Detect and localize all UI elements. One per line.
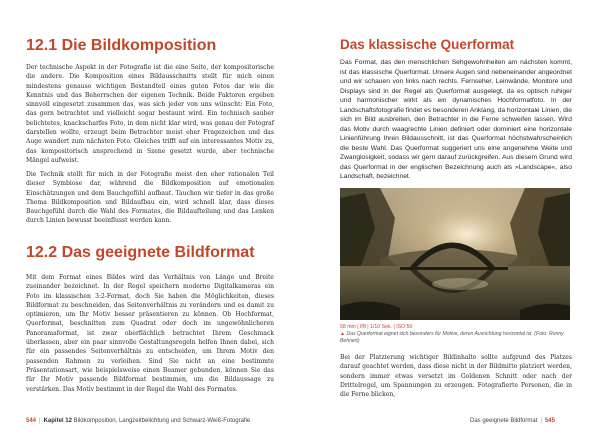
paragraph-bildkomposition-2: Die Technik stellt für mich in der Fotografie meist den eher rationalen Teil dieser Symbiose dar, während die Bildkomposition auf emotionalen Einschätzungen und dem Bauchgefühl aufbaut. Tauchen wir tiefer in das große Thema Bildkomposition und Bildaufbau ein, wird schnell klar, dass dieses Bauchgefühl durch die Wahl des Formates, die Bildaufteilung und das Lenken durch Linien bewusst beeinflusst werden kann. <box>26 171 274 225</box>
page-number-right: 545 <box>544 418 555 424</box>
left-footer: 544 | Kapitel 12 Bildkomposition, Langzeitbelichtung und Schwarz-Weiß-Fotografie <box>26 418 251 424</box>
chapter-title: Bildkomposition, Langzeitbelichtung und Schwarz-Weiß-Fotografie <box>73 418 251 424</box>
paragraph-querformat: Das Format, das den menschlichen Sehgewohnheiten am nächsten kommt, ist das klassische Querformat. Unsere Augen sind nebeneinander angeordnet und wir schauen von links nach rechts. Fernseher, Leinwände, Monitore und Displays sind in der Regel als Querformat ausgelegt, da es optisch ruhiger und harmonischer wirkt als ein dynamisches Hochformatfoto. In der Landschaftsfotografie findet es besonderen Anklang, da horizontale Linien, die sich im Bild ausbreiten, den Betrachter in die Ferne schweifen lassen. Wird das Motiv durch waagrechte Linien definiert oder dominiert eine horizontale Linienführung Ihren Bildausschnitt, ist das Querformat höchstwahrscheinlich die beste Wahl. Das Querformat suggeriert uns eine angenehme Weite und Zwanglosigkeit, sodass wir gern darauf zurückgreifen. Aus diesem Grund wird das Querformat in der englischen Bezeichnung auch als »Landscape«, also Landschaft, bezeichnet. <box>340 59 572 180</box>
photo-exif: 58 mm | f/8 | 1/10 Sek. | ISO 50 <box>340 324 413 330</box>
caption-text: Das Querformat eignet sich besonders für Motive, deren Ausrichtung horizontal ist. (Foto: Ronny Behnert) <box>340 331 564 344</box>
heading-bildkomposition: 12.1 Die Bildkomposition <box>26 37 217 54</box>
paragraph-platzierung: Bei der Platzierung wichtiger Bildinhalte sollte aufgrund des Platzes darauf geachtet werden, dass diese nicht in der Bildmitte platziert werden, sondern immer etwas versetzt im Goldenen Schnitt oder nach der Drittelregel, um Spannungen zu erzeugen. Fotografierte Personen, die in die Ferne blicken, <box>340 354 572 399</box>
paragraph-bildformat: Mit dem Format eines Bildes wird das Verhältnis von Länge und Breite zueinander bezeichnet. In der Regel speichern moderne Digitalkameras ein Foto im klassischen 3:2-Format, doch Sie haben die Möglichkeiten, dieses Bildformat zu beschneiden, das Seitenverhältnis zu verändern und es damit zu optimieren, um Ihr Motiv besser präsentieren zu können. Ob Hochformat, Querformat, beschnitten zum Quadrat oder doch im ungewöhnlicheren Panoramaformat, ist zwar oberflächlich betrachtet Ihrem Geschmack überlassen, aber ein paar sinnvolle Gestaltungsregeln helfen Ihnen dabei, sich für ein passendes Seitenverhältnis zu entscheiden, um Ihrem Motiv den passenden Rahmen zu verleihen. Sind Sie nicht an eine bestimmte Präsentationsart, wie beispielsweise einen Beamer gebunden, können Sie das für Ihr Motiv passende Bildformat bestimmen, um die Bildaussage zu verstärken. Das Motiv bestimmt in der Regel die Wahl des Formates. <box>26 274 274 393</box>
section-title: Das geeignete Bildformat <box>470 418 538 424</box>
photo-caption <box>340 331 572 345</box>
right-footer: Das geeignete Bildformat | 545 <box>470 418 555 424</box>
bridge-lake-image <box>340 188 570 320</box>
caption-marker-icon: ▲ <box>340 331 346 337</box>
landscape-photo <box>340 188 570 320</box>
chapter-label: Kapitel 12 <box>43 418 72 424</box>
page-number-left: 544 <box>26 418 37 424</box>
paragraph-bildkomposition-1: Der technische Aspekt in der Fotografie ist die eine Seite, der kompositorische die andere. Die Komposition eines Bildausschnitts stellt für mich einen mindestens genauso wichtigen Bestandteil eines guten Fotos dar wie die Kenntnis und das Beherrschen der eigenen Technik. Beide Faktoren ergeben sinnvoll eingesetzt zusammen das, was sich jeder von uns wünscht: Ein Foto, das gern betrachtet und vielleicht sogar bestaunt wird. Ein technisch sauber belichtetes, knackscharfes Foto, in dem nicht klar wird, was genau der Fotograf darstellen wollte, erzeugt beim Betrachter meist eher Fragezeichen und das Auge wandert zum nächsten Foto. Gleiches trifft auf ein interessantes Motiv zu, das kompositorisch ansprechend in Szene gesetzt wurde, aber technische Mängel aufweist. <box>26 64 274 164</box>
heading-bildformat: 12.2 Das geeignete Bildformat <box>26 244 255 261</box>
heading-querformat: Das klassische Querformat <box>340 37 515 52</box>
